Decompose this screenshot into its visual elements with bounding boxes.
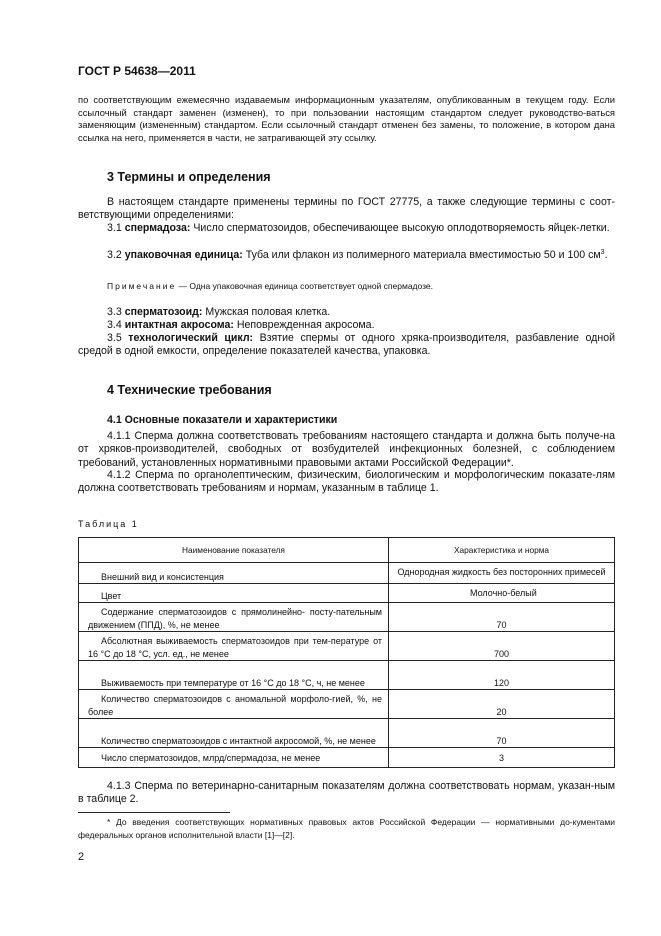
term-3-5-number: 3.5 bbox=[107, 332, 122, 344]
table-1 bbox=[78, 537, 615, 768]
term-3-1-definition: Число сперматозоидов, обеспечивающее высокую оплодотворяемость яйцек-летки. bbox=[193, 222, 610, 234]
term-3-1 bbox=[78, 222, 615, 235]
table-header-value: Характеристика и норма bbox=[389, 538, 615, 563]
table-cell-value: 70 bbox=[389, 603, 615, 632]
term-3-3-term: сперматозоид: bbox=[124, 306, 203, 318]
term-3-4 bbox=[107, 319, 375, 332]
paragraph-4-1-3: 4.1.3 Сперма по ветеринарно-санитарным показателям должна соответствовать нормам, указан-ным в таблице 2. bbox=[78, 780, 615, 806]
term-3-2-superscript: 3 bbox=[600, 249, 605, 256]
table-row bbox=[79, 748, 615, 768]
table-row bbox=[79, 661, 615, 690]
term-3-4-definition: Неповрежденная акросома. bbox=[236, 319, 375, 331]
table-cell-value: Молочно-белый bbox=[389, 584, 615, 603]
document-code: ГОСТ Р 54638—2011 bbox=[78, 64, 196, 78]
table-cell-value: 70 bbox=[389, 719, 615, 748]
term-3-4-number: 3.4 bbox=[107, 319, 122, 331]
paragraph-4-1-1: 4.1.1 Сперма должна соответствовать требованиям настоящего стандарта и должна быть получе-на от хряков-производителей, свободных от возбудителей инфекционных болезней, с соблюдением требований, установленных нормативными правовыми актами Российской Федерации*. bbox=[78, 430, 615, 469]
note-3-2 bbox=[107, 281, 433, 291]
intro-paragraph: по соответствующим ежемесячно издаваемым информационным указателям, опубликованным в текущем году. Если ссылочный стандарт заменен (изменен), то при пользовании настоящим стандартом следует руководство-ваться заменяющим (измененным) стандартом. Если ссылочный стандарт отменен без замены, то положение, в котором дана ссылка на него, применяется в части, не затрагивающей эту ссылку. bbox=[78, 94, 615, 143]
term-3-3-definition: Мужская половая клетка. bbox=[205, 306, 331, 318]
table-row bbox=[79, 584, 615, 603]
table-row bbox=[79, 690, 615, 719]
table-cell-name: Число сперматозоидов, млрд/спермадоза, не менее bbox=[79, 748, 389, 768]
table-cell-name: Внешний вид и консистенция bbox=[79, 563, 389, 584]
term-3-1-term: спермадоза: bbox=[124, 222, 191, 234]
table-cell-value: 3 bbox=[389, 748, 615, 768]
table-row bbox=[79, 563, 615, 584]
table-row bbox=[79, 632, 615, 661]
term-3-5-definition: Взятие спермы от одного хряка-производителя, разбавление одной средой в одной емкости, определение показателей качества, упаковка. bbox=[78, 332, 616, 358]
section-3-lead: В настоящем стандарте применены термины по ГОСТ 27775, а также следующие термины с соот-ветствующими определениями: bbox=[78, 196, 615, 222]
table-cell-name: Выживаемость при температуре от 16 °С до 18 °С, ч, не менее bbox=[79, 661, 389, 690]
subsection-4-1-heading: 4.1 Основные показатели и характеристики bbox=[107, 414, 338, 426]
table-row bbox=[79, 603, 615, 632]
table-header-name: Наименование показателя bbox=[79, 538, 389, 563]
section-3-heading: 3 Термины и определения bbox=[107, 170, 271, 184]
page-number: 2 bbox=[78, 851, 85, 863]
note-label: Примечание bbox=[107, 281, 177, 291]
term-3-4-term: интактная акросома: bbox=[124, 319, 234, 331]
table-cell-value: 700 bbox=[389, 632, 615, 661]
paragraph-4-1-2: 4.1.2 Сперма по органолептическим, физическим, биологическим и морфологическим показате-лям должна соответствовать требованиям и нормам, указанным в таблице 1. bbox=[78, 469, 615, 495]
table-1-caption: Таблица 1 bbox=[78, 519, 139, 529]
term-3-5-term: технологический цикл: bbox=[128, 332, 254, 344]
table-cell-value: 120 bbox=[389, 661, 615, 690]
term-3-2-end: . bbox=[604, 249, 608, 261]
term-3-3-number: 3.3 bbox=[107, 306, 122, 318]
term-3-2 bbox=[78, 249, 615, 262]
term-3-2-term: упаковочная единица: bbox=[124, 249, 243, 261]
term-3-5 bbox=[78, 332, 615, 359]
term-3-1-number: 3.1 bbox=[107, 222, 122, 234]
table-header-row bbox=[79, 538, 615, 563]
table-cell-value: 20 bbox=[389, 690, 615, 719]
footnote-divider bbox=[78, 812, 230, 813]
term-3-3 bbox=[107, 306, 330, 319]
table-cell-name: Количество сперматозоидов с аномальной морфоло-гией, %, не более bbox=[79, 690, 389, 719]
footnote: * До введения соответствующих нормативных правовых актов Российской Федерации — нормативными до-кументами федеральных органов исполнительной власти [1]—[2]. bbox=[78, 817, 615, 840]
table-cell-name: Цвет bbox=[79, 584, 389, 603]
table-cell-value: Однородная жидкость без посторонних примесей bbox=[389, 563, 615, 584]
table-cell-name: Количество сперматозоидов с интактной акросомой, %, не менее bbox=[79, 719, 389, 748]
note-text: — Одна упаковочная единица соответствует одной спермадозе. bbox=[176, 281, 434, 291]
table-row bbox=[79, 719, 615, 748]
table-cell-name: Абсолютная выживаемость сперматозоидов при тем-пературе от 16 °С до 18 °С, усл. ед., не менее bbox=[79, 632, 389, 661]
term-3-2-definition: Туба или флакон из полимерного материала вместимостью 50 и 100 см bbox=[245, 249, 601, 261]
section-4-heading: 4 Технические требования bbox=[107, 383, 272, 397]
term-3-2-number: 3.2 bbox=[107, 249, 122, 261]
table-cell-name: Содержание сперматозоидов с прямолинейно- посту-пательным движением (ППД), %, не менее bbox=[79, 603, 389, 632]
